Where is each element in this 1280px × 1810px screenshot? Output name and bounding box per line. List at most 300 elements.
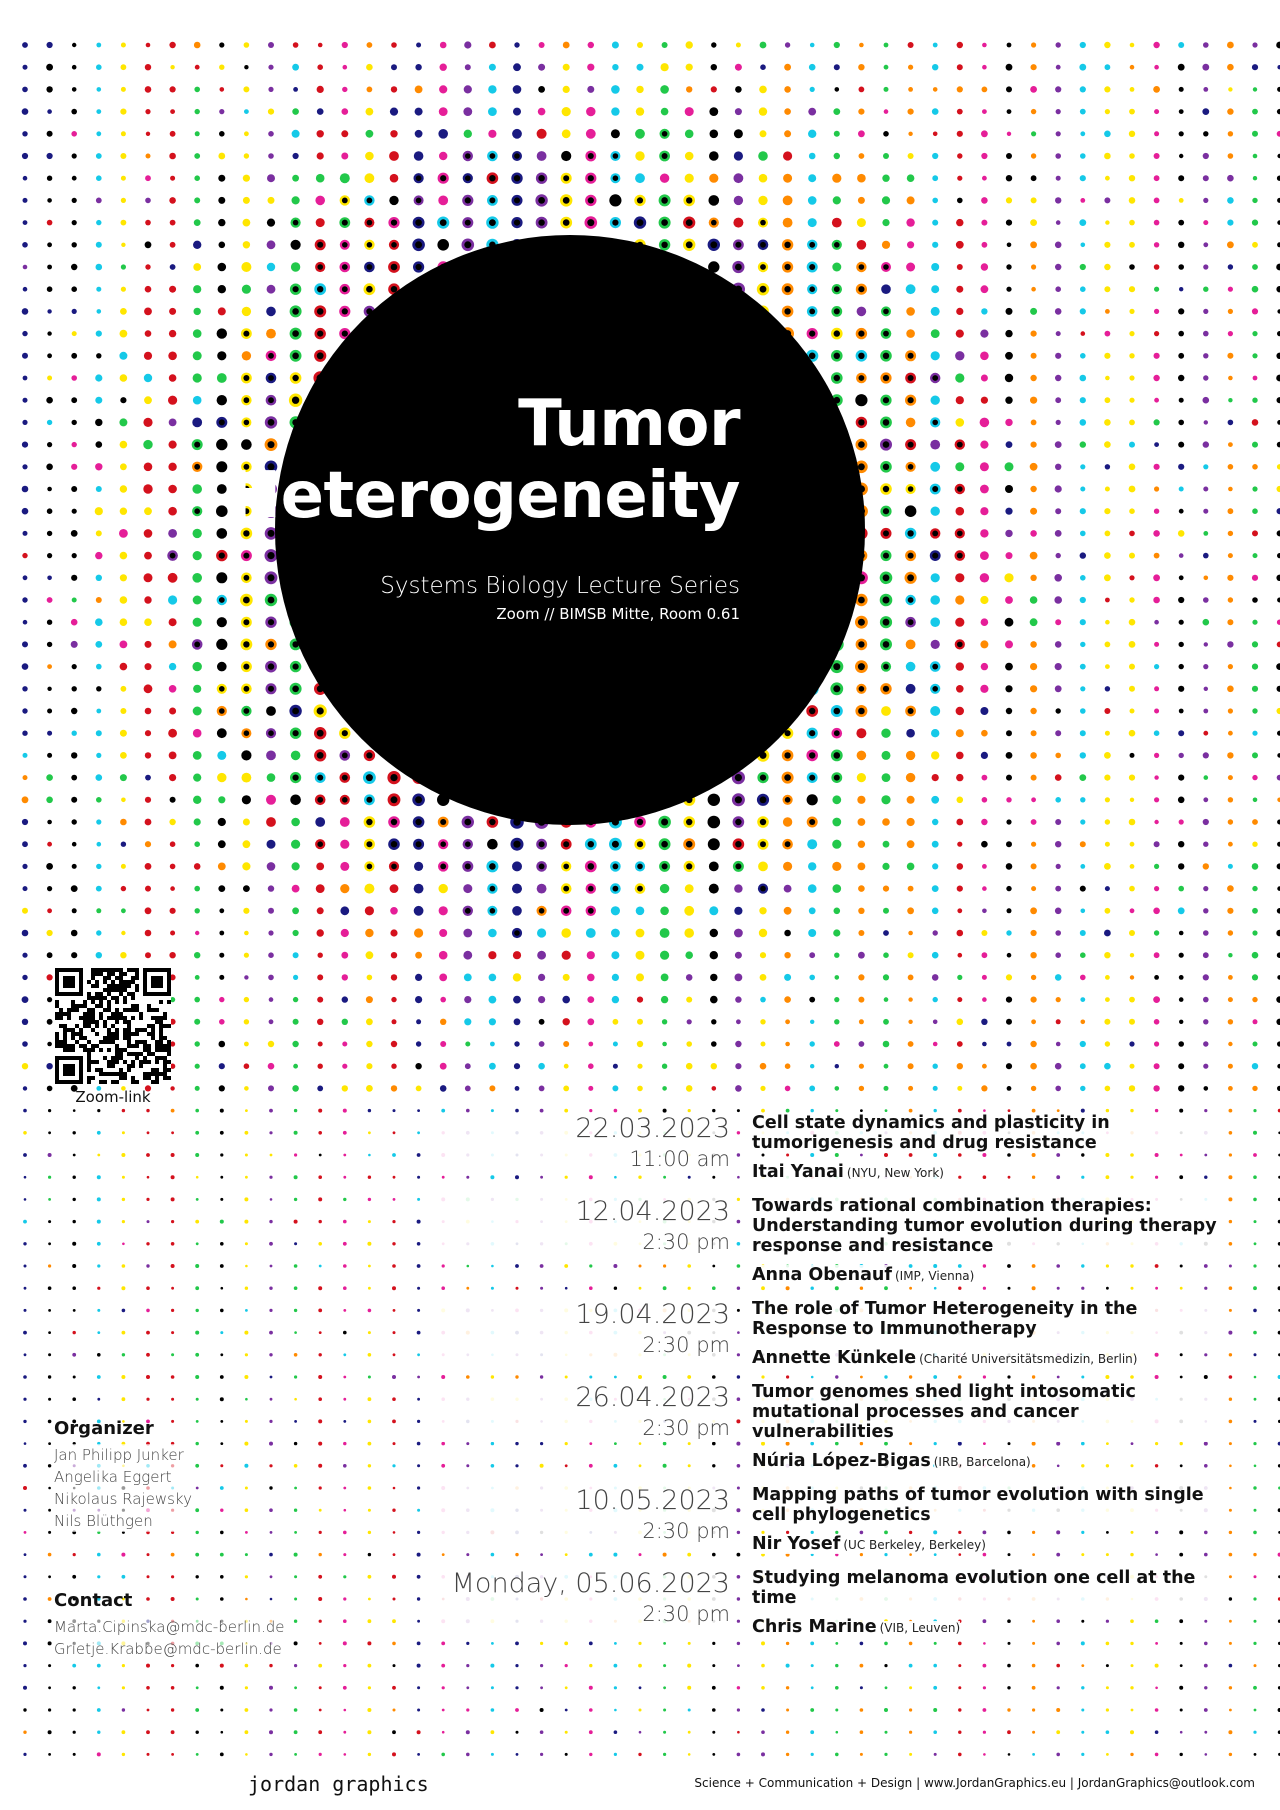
halftone-dot bbox=[562, 996, 570, 1004]
halftone-dot bbox=[930, 440, 940, 450]
halftone-dot bbox=[220, 1264, 224, 1268]
halftone-dot bbox=[48, 1753, 51, 1756]
halftone-dot bbox=[515, 1086, 520, 1091]
halftone-dot bbox=[366, 64, 373, 71]
halftone-dot bbox=[417, 1464, 420, 1467]
halftone-dot bbox=[810, 87, 815, 92]
halftone-dot-center bbox=[367, 264, 373, 270]
halftone-dot-center bbox=[390, 774, 397, 781]
halftone-dot-center bbox=[858, 708, 865, 715]
halftone-dot-center bbox=[858, 419, 864, 425]
halftone-dot bbox=[1254, 1398, 1257, 1401]
halftone-dot bbox=[466, 1109, 470, 1113]
halftone-dot-center bbox=[735, 242, 741, 248]
halftone-dot bbox=[1030, 708, 1036, 714]
halftone-dot bbox=[982, 1064, 987, 1069]
halftone-dot bbox=[342, 1085, 348, 1091]
halftone-dot bbox=[906, 218, 914, 226]
halftone-dot bbox=[759, 86, 767, 94]
halftone-dot bbox=[1153, 597, 1160, 604]
halftone-dot bbox=[121, 64, 127, 70]
halftone-dot bbox=[122, 1730, 126, 1734]
halftone-dot bbox=[857, 174, 866, 183]
halftone-dot bbox=[120, 596, 128, 604]
halftone-dot bbox=[340, 862, 349, 871]
halftone-dot bbox=[245, 1353, 248, 1356]
halftone-dot bbox=[785, 42, 790, 47]
halftone-dot-center bbox=[883, 530, 889, 536]
halftone-dot bbox=[1276, 575, 1280, 581]
halftone-dot bbox=[122, 1198, 125, 1201]
qr-module bbox=[83, 1012, 87, 1016]
qr-module bbox=[95, 1004, 99, 1008]
halftone-dot bbox=[1105, 997, 1110, 1002]
halftone-dot bbox=[122, 1220, 125, 1223]
halftone-dot bbox=[637, 1064, 642, 1069]
halftone-dot bbox=[1228, 1730, 1232, 1734]
halftone-dot-center bbox=[366, 797, 372, 803]
halftone-dot bbox=[540, 1109, 544, 1113]
halftone-dot bbox=[97, 1131, 101, 1135]
halftone-dot bbox=[686, 997, 692, 1003]
halftone-dot bbox=[340, 173, 350, 183]
halftone-dot bbox=[686, 86, 692, 92]
halftone-dot bbox=[72, 664, 77, 669]
halftone-dot bbox=[294, 1420, 297, 1423]
halftone-dot bbox=[293, 930, 299, 936]
halftone-dot bbox=[981, 153, 987, 159]
halftone-dot bbox=[464, 1018, 471, 1025]
halftone-dot bbox=[1006, 930, 1011, 935]
halftone-dot bbox=[171, 1153, 175, 1157]
halftone-dot bbox=[687, 1019, 692, 1024]
halftone-dot-center bbox=[538, 197, 545, 204]
halftone-dot bbox=[883, 974, 889, 980]
qr-module bbox=[99, 1012, 103, 1016]
halftone-dot bbox=[22, 663, 29, 670]
halftone-dot bbox=[367, 87, 373, 93]
halftone-dot bbox=[711, 64, 717, 70]
halftone-dot bbox=[1129, 398, 1134, 403]
halftone-dot bbox=[368, 1376, 371, 1379]
halftone-dot bbox=[491, 1686, 494, 1689]
halftone-dot bbox=[195, 1220, 199, 1224]
halftone-dot bbox=[97, 1309, 100, 1312]
halftone-dot-center bbox=[391, 819, 397, 825]
halftone-dot bbox=[23, 1620, 26, 1623]
halftone-dot bbox=[1105, 64, 1111, 70]
halftone-dot bbox=[1203, 997, 1209, 1003]
halftone-dot bbox=[638, 1109, 642, 1113]
halftone-dot bbox=[516, 1753, 519, 1756]
halftone-dot bbox=[957, 908, 962, 913]
halftone-dot bbox=[1007, 243, 1012, 248]
halftone-dot bbox=[393, 1198, 396, 1201]
qr-module bbox=[71, 1000, 75, 1004]
halftone-dot-center bbox=[834, 775, 840, 781]
halftone-dot bbox=[1228, 664, 1233, 669]
halftone-dot bbox=[96, 287, 101, 292]
halftone-dot bbox=[1129, 464, 1136, 471]
halftone-dot bbox=[97, 1331, 100, 1334]
halftone-dot bbox=[512, 906, 522, 916]
halftone-dot bbox=[1079, 64, 1086, 71]
halftone-dot bbox=[810, 1020, 814, 1024]
halftone-dot bbox=[319, 1553, 322, 1556]
halftone-dot bbox=[711, 1063, 717, 1069]
halftone-dot bbox=[341, 153, 348, 160]
halftone-dot bbox=[368, 1353, 372, 1357]
halftone-dot bbox=[1005, 663, 1013, 671]
halftone-dot bbox=[1178, 308, 1184, 314]
halftone-dot bbox=[417, 1553, 421, 1557]
halftone-dot bbox=[565, 1664, 568, 1667]
halftone-dot bbox=[1056, 176, 1061, 181]
halftone-dot bbox=[442, 1731, 445, 1734]
halftone-dot bbox=[663, 1753, 666, 1756]
halftone-dot bbox=[489, 64, 496, 71]
halftone-dot bbox=[244, 1331, 248, 1335]
halftone-dot bbox=[1130, 753, 1135, 758]
halftone-dot bbox=[466, 1664, 469, 1667]
halftone-dot-center bbox=[342, 775, 348, 781]
halftone-dot bbox=[441, 1109, 445, 1113]
halftone-dot bbox=[1080, 819, 1085, 824]
halftone-dot-center bbox=[292, 353, 299, 360]
halftone-dot bbox=[1080, 708, 1086, 714]
halftone-dot bbox=[661, 63, 669, 71]
halftone-dot bbox=[636, 951, 645, 960]
halftone-dot bbox=[1055, 464, 1061, 470]
halftone-dot bbox=[121, 864, 126, 869]
halftone-dot bbox=[319, 1620, 322, 1623]
halftone-dot bbox=[95, 463, 102, 470]
halftone-dot bbox=[317, 64, 323, 70]
halftone-dot bbox=[1105, 376, 1110, 381]
halftone-dot bbox=[245, 1287, 248, 1290]
qr-module bbox=[91, 972, 95, 976]
halftone-dot bbox=[292, 907, 299, 914]
halftone-dot bbox=[22, 996, 29, 1003]
halftone-dot bbox=[268, 1041, 274, 1047]
halftone-dot bbox=[857, 307, 867, 317]
halftone-dot-center bbox=[317, 730, 324, 737]
halftone-dot bbox=[119, 418, 127, 426]
halftone-dot bbox=[1276, 286, 1280, 292]
halftone-dot bbox=[417, 1131, 420, 1134]
halftone-dot bbox=[439, 107, 448, 116]
halftone-dot-center bbox=[464, 241, 471, 248]
halftone-dot bbox=[1229, 1709, 1232, 1712]
halftone-dot bbox=[1105, 331, 1111, 337]
halftone-dot bbox=[245, 1154, 248, 1157]
halftone-dot bbox=[1129, 242, 1135, 248]
halftone-dot bbox=[268, 131, 274, 137]
halftone-dot bbox=[219, 931, 224, 936]
halftone-dot bbox=[660, 85, 669, 94]
halftone-dot bbox=[1057, 1686, 1060, 1689]
halftone-dot bbox=[195, 1375, 199, 1379]
halftone-dot bbox=[294, 1664, 297, 1667]
halftone-dot bbox=[23, 1375, 27, 1379]
halftone-dot bbox=[709, 174, 718, 183]
halftone-dot bbox=[23, 1664, 26, 1667]
halftone-dot bbox=[932, 64, 938, 70]
halftone-dot bbox=[266, 795, 276, 805]
halftone-dot bbox=[220, 1553, 224, 1557]
halftone-dot bbox=[983, 1109, 986, 1112]
zoom-qr-code[interactable] bbox=[55, 968, 171, 1084]
halftone-dot bbox=[268, 109, 274, 115]
halftone-dot bbox=[294, 1464, 298, 1468]
halftone-dot bbox=[1030, 508, 1037, 515]
halftone-dot-center bbox=[686, 197, 692, 203]
halftone-dot-center bbox=[268, 730, 274, 736]
halftone-dot bbox=[417, 1709, 420, 1712]
halftone-dot bbox=[1130, 842, 1135, 847]
halftone-dot-center bbox=[711, 841, 718, 848]
halftone-dot bbox=[1153, 996, 1160, 1003]
halftone-dot bbox=[980, 685, 988, 693]
halftone-dot-center bbox=[539, 841, 545, 847]
halftone-dot-center bbox=[784, 242, 790, 248]
halftone-dot bbox=[981, 1085, 987, 1091]
halftone-dot bbox=[537, 951, 546, 960]
halftone-dot bbox=[47, 664, 52, 669]
halftone-dot-center bbox=[464, 819, 471, 826]
halftone-dot bbox=[1105, 886, 1110, 891]
halftone-dot bbox=[1130, 709, 1135, 714]
halftone-dot-center bbox=[858, 286, 864, 292]
halftone-dot bbox=[1104, 1063, 1111, 1070]
halftone-dot bbox=[220, 1331, 223, 1334]
halftone-dot bbox=[685, 884, 694, 893]
halftone-dot bbox=[242, 351, 251, 360]
halftone-dot bbox=[121, 87, 126, 92]
halftone-dot bbox=[368, 1531, 371, 1534]
halftone-dot bbox=[169, 419, 177, 427]
halftone-dot bbox=[1252, 819, 1258, 825]
halftone-dot bbox=[245, 1487, 248, 1490]
halftone-dot-center bbox=[637, 864, 643, 870]
halftone-dot bbox=[218, 818, 226, 826]
halftone-dot bbox=[24, 1287, 27, 1290]
halftone-dot bbox=[390, 907, 398, 915]
halftone-dot bbox=[24, 1176, 27, 1179]
halftone-dot-center bbox=[588, 908, 594, 914]
halftone-dot bbox=[366, 1085, 373, 1092]
halftone-dot bbox=[219, 953, 224, 958]
halftone-dot bbox=[859, 1041, 865, 1047]
halftone-dot bbox=[1129, 619, 1136, 626]
halftone-dot bbox=[907, 840, 915, 848]
halftone-dot bbox=[1055, 619, 1061, 625]
halftone-dot bbox=[956, 286, 963, 293]
halftone-dot bbox=[219, 908, 224, 913]
halftone-dot bbox=[144, 529, 153, 538]
halftone-dot bbox=[908, 87, 913, 92]
halftone-dot bbox=[512, 861, 522, 871]
halftone-dot bbox=[1277, 530, 1280, 536]
halftone-dot bbox=[97, 1242, 101, 1246]
halftone-dot bbox=[23, 1464, 27, 1468]
halftone-dot bbox=[195, 908, 200, 913]
halftone-dot-center bbox=[760, 775, 766, 781]
halftone-dot-center bbox=[194, 508, 200, 514]
halftone-dot bbox=[881, 729, 890, 738]
halftone-dot bbox=[1129, 730, 1136, 737]
halftone-dot bbox=[1277, 397, 1280, 403]
halftone-dot bbox=[1228, 731, 1233, 736]
halftone-dot bbox=[47, 908, 52, 913]
halftone-dot bbox=[1054, 596, 1062, 604]
halftone-dot bbox=[1006, 153, 1012, 159]
halftone-dot bbox=[194, 153, 200, 159]
halftone-dot bbox=[171, 1131, 174, 1134]
halftone-dot bbox=[195, 1131, 199, 1135]
halftone-dot bbox=[1008, 1753, 1011, 1756]
halftone-dot-center bbox=[416, 175, 422, 181]
halftone-dot-center bbox=[833, 685, 840, 692]
halftone-dot bbox=[491, 1109, 494, 1112]
halftone-dot bbox=[932, 153, 938, 159]
halftone-dot bbox=[1130, 975, 1134, 979]
halftone-dot-center bbox=[883, 486, 889, 492]
halftone-dot bbox=[415, 996, 422, 1003]
halftone-dot bbox=[242, 795, 251, 804]
halftone-dot bbox=[982, 87, 988, 93]
halftone-dot-center bbox=[883, 553, 889, 559]
halftone-dot bbox=[121, 1153, 125, 1157]
halftone-dot bbox=[906, 329, 915, 338]
halftone-dot bbox=[1080, 952, 1086, 958]
halftone-dot-center bbox=[416, 841, 422, 847]
halftone-dot bbox=[220, 1420, 223, 1423]
halftone-dot bbox=[169, 286, 176, 293]
halftone-dot bbox=[1080, 575, 1086, 581]
halftone-dot bbox=[22, 1063, 28, 1069]
halftone-dot bbox=[168, 463, 176, 471]
halftone-dot bbox=[1154, 109, 1159, 114]
halftone-dot bbox=[1178, 886, 1184, 892]
halftone-dot bbox=[1203, 930, 1209, 936]
halftone-dot bbox=[884, 43, 889, 48]
halftone-dot bbox=[367, 42, 373, 48]
halftone-dot bbox=[1154, 65, 1159, 70]
halftone-dot-center bbox=[662, 131, 668, 137]
halftone-dot bbox=[317, 1019, 323, 1025]
qr-module bbox=[111, 972, 115, 976]
halftone-dot-center bbox=[293, 775, 299, 781]
halftone-dot bbox=[1154, 820, 1158, 824]
halftone-dot bbox=[612, 1085, 618, 1091]
halftone-dot-center bbox=[858, 331, 864, 337]
halftone-dot bbox=[906, 640, 916, 650]
halftone-dot bbox=[465, 1086, 471, 1092]
halftone-dot bbox=[340, 906, 349, 915]
halftone-dot bbox=[316, 174, 325, 183]
halftone-dot bbox=[1081, 1709, 1084, 1712]
halftone-dot-center bbox=[538, 219, 544, 225]
halftone-dot bbox=[1227, 241, 1234, 248]
halftone-dot bbox=[1203, 375, 1208, 380]
halftone-dot bbox=[711, 1041, 717, 1047]
halftone-dot bbox=[47, 952, 53, 958]
halftone-dot bbox=[783, 862, 792, 871]
halftone-dot bbox=[1154, 709, 1159, 714]
halftone-dot bbox=[244, 1375, 248, 1379]
halftone-dot bbox=[858, 130, 865, 137]
halftone-dot-center bbox=[367, 220, 373, 226]
halftone-dot bbox=[193, 396, 202, 405]
halftone-dot bbox=[1031, 287, 1036, 292]
qr-module bbox=[131, 992, 135, 996]
halftone-dot bbox=[538, 64, 545, 71]
halftone-dot bbox=[1104, 264, 1110, 270]
halftone-dot bbox=[48, 1398, 51, 1401]
halftone-dot bbox=[343, 1286, 347, 1290]
halftone-dot bbox=[48, 1131, 51, 1134]
halftone-dot bbox=[269, 1442, 273, 1446]
halftone-dot bbox=[858, 818, 866, 826]
halftone-dot bbox=[193, 796, 201, 804]
halftone-dot bbox=[1228, 864, 1233, 869]
halftone-dot bbox=[23, 1753, 26, 1756]
halftone-dot bbox=[342, 87, 347, 92]
halftone-dot bbox=[1030, 596, 1038, 604]
halftone-dot bbox=[220, 1464, 223, 1467]
halftone-dot bbox=[220, 1397, 224, 1401]
halftone-dot-center bbox=[907, 574, 914, 581]
halftone-dot bbox=[1179, 819, 1184, 824]
halftone-dot-center bbox=[489, 819, 495, 825]
halftone-dot bbox=[23, 1731, 26, 1734]
halftone-dot bbox=[121, 931, 125, 935]
halftone-dot bbox=[319, 1220, 322, 1223]
halftone-dot bbox=[269, 1287, 272, 1290]
halftone-dot bbox=[1081, 1664, 1084, 1667]
halftone-dot-center bbox=[489, 219, 496, 226]
qr-module bbox=[87, 980, 91, 984]
halftone-dot bbox=[734, 173, 744, 183]
halftone-dot bbox=[73, 1220, 76, 1223]
halftone-dot bbox=[860, 1686, 863, 1689]
qr-module bbox=[111, 968, 115, 972]
halftone-dot bbox=[391, 1041, 397, 1047]
halftone-dot bbox=[365, 152, 374, 161]
halftone-dot bbox=[47, 331, 51, 335]
halftone-dot bbox=[735, 1063, 741, 1069]
halftone-dot bbox=[1104, 42, 1110, 48]
halftone-dot bbox=[267, 285, 276, 294]
halftone-dot bbox=[660, 928, 670, 938]
halftone-dot bbox=[368, 1154, 371, 1157]
halftone-dot bbox=[341, 130, 348, 137]
halftone-dot bbox=[639, 1709, 642, 1712]
halftone-dot bbox=[1154, 952, 1160, 958]
halftone-dot bbox=[613, 1019, 619, 1025]
halftone-dot bbox=[810, 1708, 814, 1712]
halftone-dot bbox=[343, 1242, 347, 1246]
halftone-dot bbox=[589, 1686, 593, 1690]
halftone-dot bbox=[712, 1731, 715, 1734]
halftone-dot bbox=[316, 884, 325, 893]
halftone-dot bbox=[269, 1730, 273, 1734]
halftone-dot bbox=[1006, 752, 1013, 759]
qr-module bbox=[87, 1008, 91, 1012]
qr-module bbox=[131, 976, 135, 980]
halftone-dot bbox=[243, 908, 249, 914]
